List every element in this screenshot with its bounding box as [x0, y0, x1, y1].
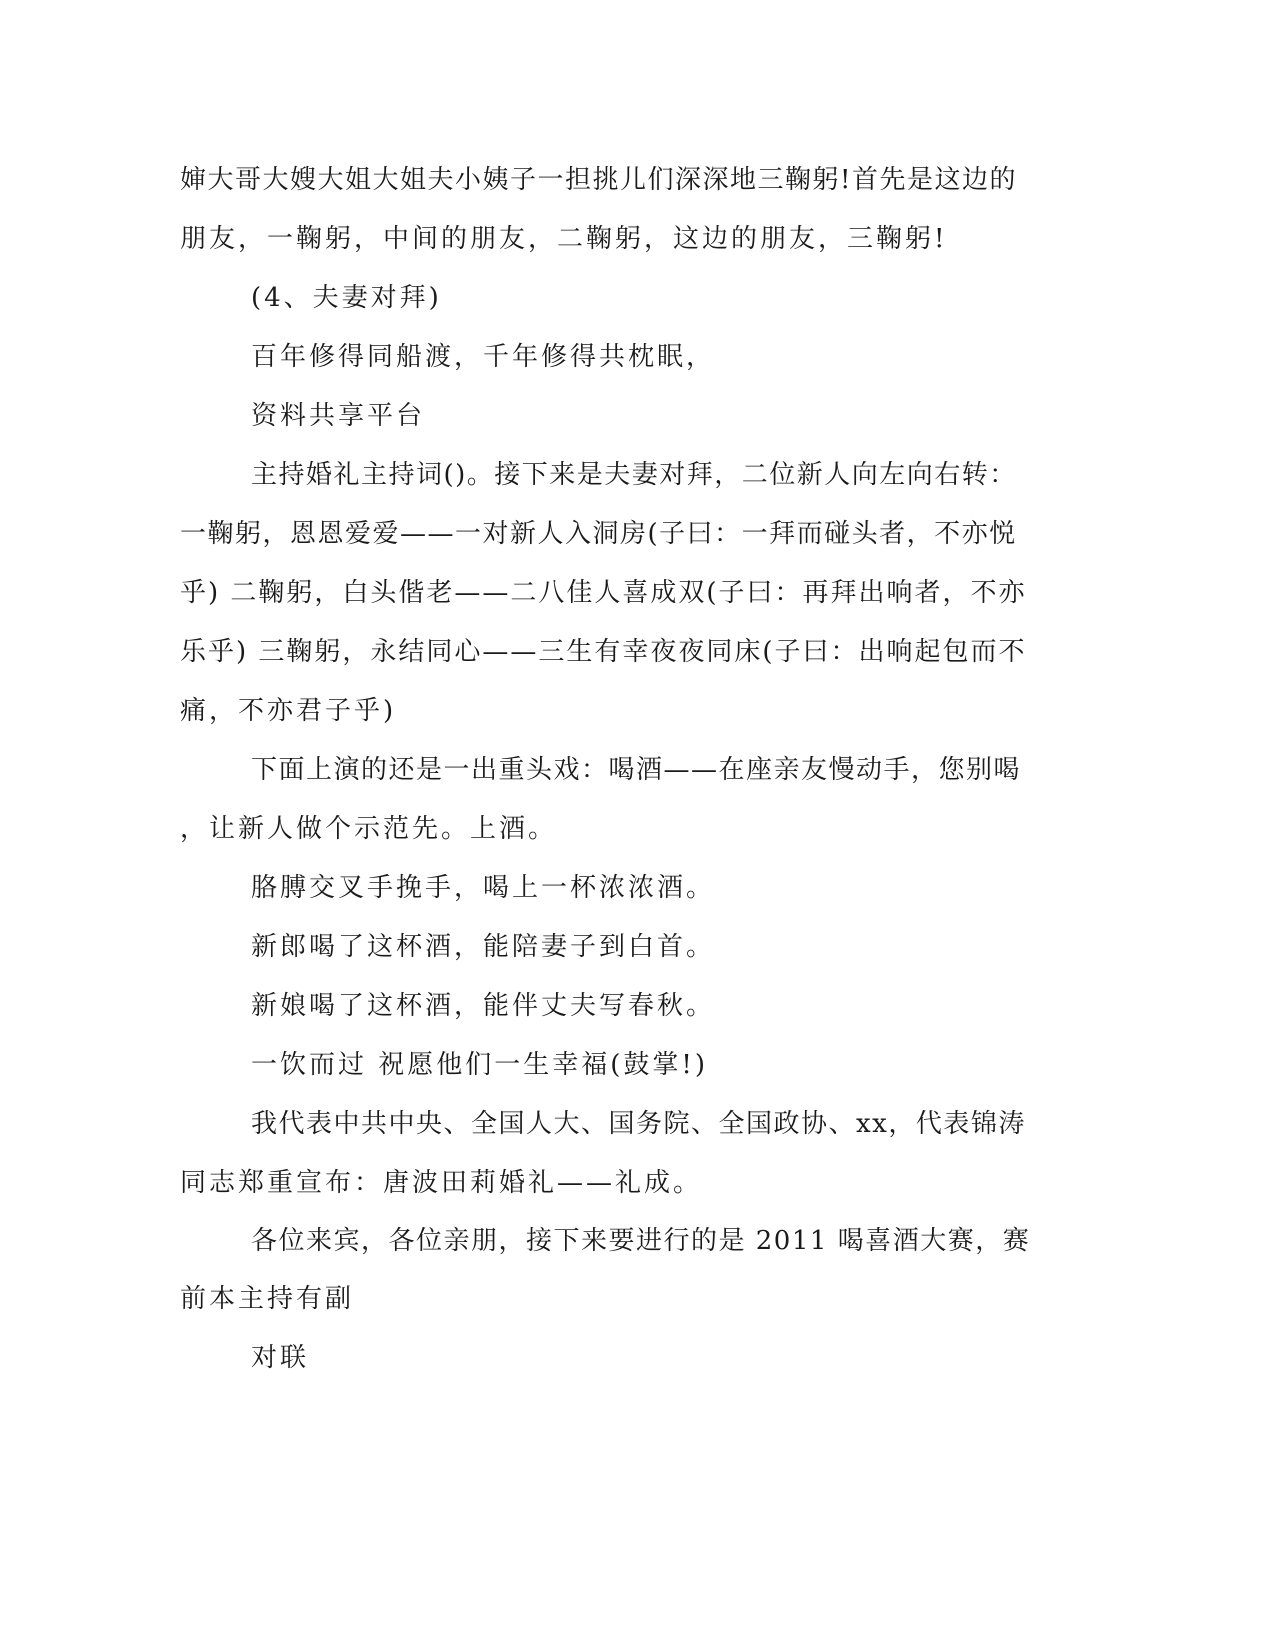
text-line-6: 主持婚礼主持词()。接下来是夫妻对拜，二位新人向左向右转： [251, 460, 1017, 490]
text-line-15: 新娘喝了这杯酒，能伴丈夫写春秋。 [251, 991, 716, 1021]
text-line-20: 前本主持有副 [180, 1284, 355, 1314]
text-line-5: 资料共享平台 [251, 401, 426, 431]
text-line-8: 乎) 二鞠躬，白头偕老——二八佳人喜成双(子曰：再拜出响者，不亦 [180, 578, 1027, 608]
text-line-10: 痛，不亦君子乎) [180, 696, 397, 726]
text-line-14: 新郎喝了这杯酒，能陪妻子到白首。 [251, 932, 716, 962]
text-line-13: 胳膊交叉手挽手，喝上一杯浓浓酒。 [251, 873, 716, 903]
text-line-3: (4、夫妻对拜) [251, 283, 442, 313]
text-line-7: 一鞠躬，恩恩爱爱——一对新人入洞房(子曰：一拜而碰头者，不亦悦 [180, 519, 1017, 549]
text-line-9: 乐乎) 三鞠躬，永结同心——三生有幸夜夜同床(子曰：出响起包而不 [180, 637, 1027, 667]
text-line-2: 朋友，一鞠躬，中间的朋友，二鞠躬，这边的朋友，三鞠躬! [180, 224, 948, 254]
text-line-11: 下面上演的还是一出重头戏：喝酒——在座亲友慢动手，您别喝 [251, 755, 1022, 785]
text-line-1: 婶大哥大嫂大姐大姐夫小姨子一担挑儿们深深地三鞠躬!首先是这边的 [180, 165, 1017, 195]
text-line-18: 同志郑重宣布：唐波田莉婚礼——礼成。 [180, 1168, 703, 1198]
text-line-12: ，让新人做个示范先。上酒。 [180, 814, 558, 844]
text-line-19: 各位来宾，各位亲朋，接下来要进行的是 2011 喝喜酒大赛，赛 [251, 1226, 1031, 1256]
text-line-16: 一饮而过 祝愿他们一生幸福(鼓掌!) [251, 1050, 709, 1080]
text-line-17: 我代表中共中央、全国人大、国务院、全国政协、xx，代表锦涛 [251, 1109, 1026, 1139]
text-line-21: 对联 [251, 1343, 310, 1373]
text-line-4: 百年修得同船渡，千年修得共枕眠， [251, 342, 716, 372]
